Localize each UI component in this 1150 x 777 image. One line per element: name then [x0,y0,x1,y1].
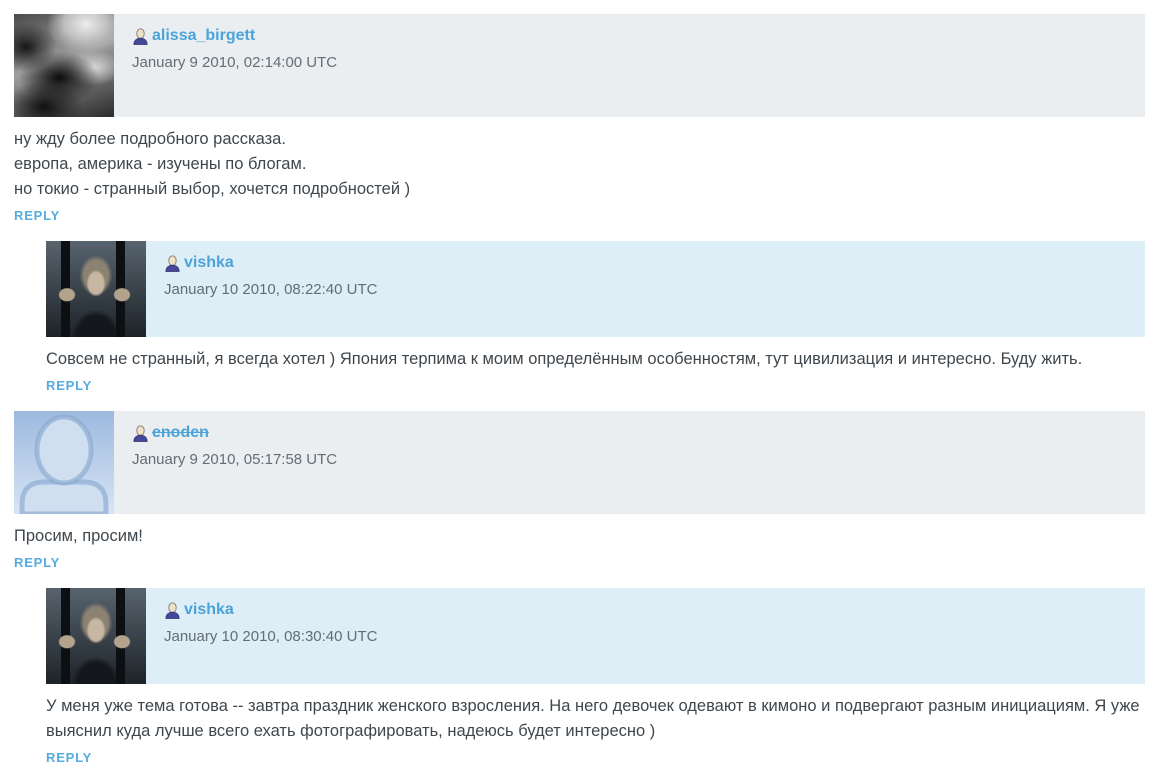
user-profile-icon[interactable] [164,602,181,619]
user-line [132,424,1145,442]
comment-timestamp: January 10 2010, 08:30:40 UTC [164,628,378,645]
user-line [164,601,1145,619]
comment-header [14,411,1145,514]
reply-link[interactable]: REPLY [46,378,93,393]
comment-meta [146,588,1145,684]
reply-link[interactable]: REPLY [46,750,93,765]
comment-timestamp: January 10 2010, 08:22:40 UTC [164,281,378,298]
comment-body [46,694,1145,744]
comment-body [46,347,1145,372]
comment-meta [114,411,1145,514]
user-avatar[interactable] [46,241,146,337]
user-avatar[interactable] [46,588,146,684]
comment-timestamp: January 9 2010, 02:14:00 UTC [132,54,338,71]
comment [46,588,1145,767]
comment-text-line: У меня уже тема готова -- завтра праздник женского взросления. На него девочек одевают в кимоно и подвергают разным инициациям. Я уже выяснил куда лучше всего ехать фотографировать, надеюсь будет интересно ) [46,697,1140,740]
username-link[interactable]: vishka [184,254,234,271]
username-link[interactable]: alissa_birgett [152,27,256,44]
user-avatar[interactable] [14,14,114,117]
username-link[interactable]: vishka [184,601,234,618]
comment-body [14,524,1145,549]
comment-header [14,14,1145,117]
comment-timestamp: January 9 2010, 05:17:58 UTC [132,451,338,468]
comment-header [46,588,1145,684]
comment [46,241,1145,395]
user-profile-icon[interactable] [132,28,149,45]
comment-header [46,241,1145,337]
username-link[interactable]: enoden [152,424,209,441]
reply-link[interactable]: REPLY [14,555,61,570]
user-line [164,254,1145,272]
comment-body [14,127,1145,202]
user-profile-icon[interactable] [164,255,181,272]
comment-text-line: Просим, просим! [14,527,143,545]
reply-link[interactable]: REPLY [14,208,61,223]
user-avatar[interactable] [14,411,114,514]
comment-meta [114,14,1145,117]
comment [14,14,1145,225]
user-line [132,27,1145,45]
comment-text-line: европа, америка - изучены по блогам. [14,155,307,173]
comment-text-line: Совсем не странный, я всегда хотел ) Япония терпима к моим определённым особенностям, тут цивилизация и интересно. Буду жить. [46,350,1083,368]
comment-text-line: ну жду более подробного рассказа. [14,130,286,148]
comment-meta [146,241,1145,337]
comment [14,411,1145,572]
comment-text-line: но токио - странный выбор, хочется подробностей ) [14,180,411,198]
user-profile-icon[interactable] [132,425,149,442]
